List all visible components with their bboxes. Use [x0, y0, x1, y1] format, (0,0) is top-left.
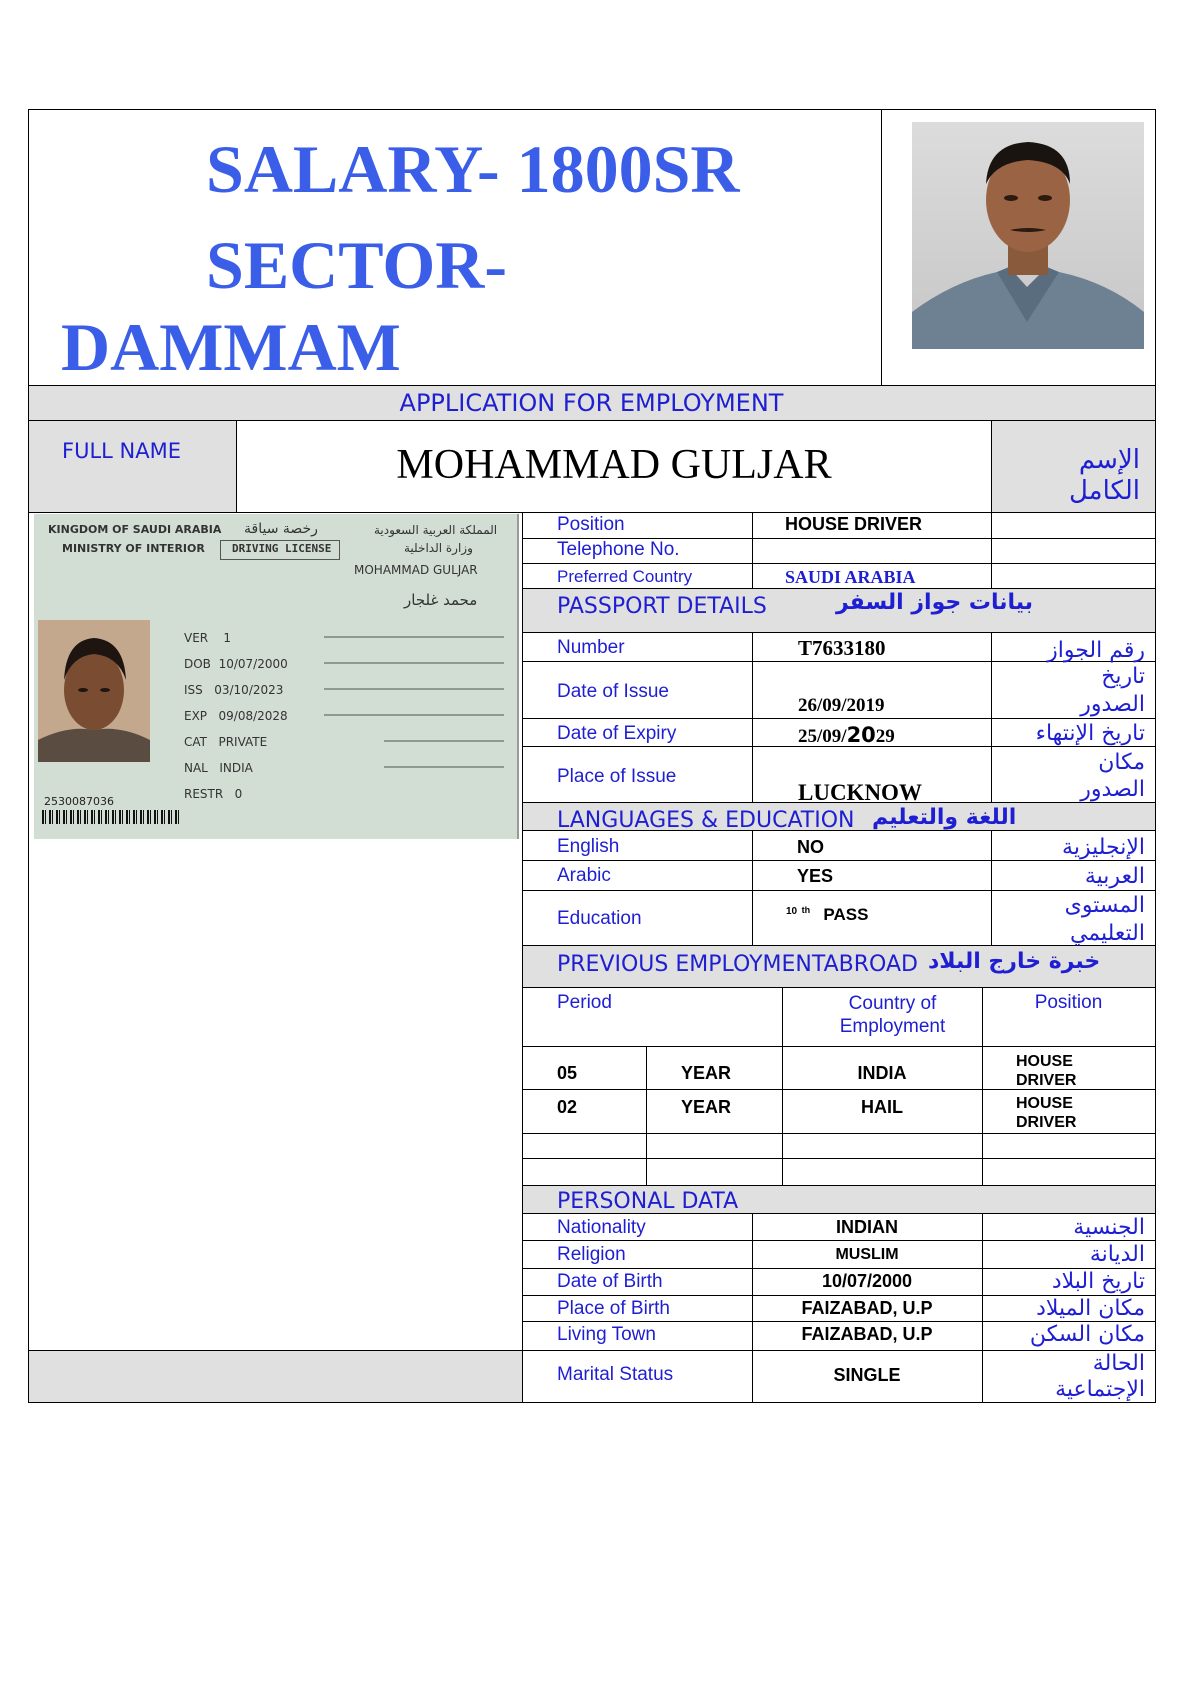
- english-label: English: [557, 836, 620, 857]
- english-value: NO: [797, 837, 824, 857]
- license-name: MOHAMMAD GULJAR: [354, 563, 478, 577]
- pob-value: FAIZABAD, U.P: [801, 1298, 933, 1318]
- town-label: Living Town: [557, 1324, 656, 1345]
- expiry-date-value: 25/09/2029: [798, 723, 895, 747]
- issue-date-value: 26/09/2019: [798, 695, 885, 716]
- license-type-ar: رخصة سياقة: [244, 521, 318, 537]
- nationality-ar: الجنسية: [1073, 1215, 1145, 1240]
- applicant-photo: [912, 122, 1144, 349]
- telephone-label: Telephone No.: [557, 539, 680, 560]
- expiry-date-label: Date of Expiry: [557, 723, 677, 744]
- sector-city: DAMMAM: [61, 309, 401, 385]
- employment-row-1-num: 05: [557, 1063, 578, 1083]
- issue-date-label: Date of Issue: [557, 681, 669, 702]
- passport-number-ar: رقم الجواز: [1047, 638, 1145, 663]
- employment-row-2-country: HAIL: [861, 1097, 903, 1117]
- license-photo: [38, 620, 150, 762]
- passport-number-value: T7633180: [798, 636, 886, 660]
- education-label: Education: [557, 908, 642, 929]
- license-ministry-ar: وزارة الداخلية: [404, 541, 473, 555]
- dob-value: 10/07/2000: [821, 1271, 913, 1291]
- town-ar: مكان السكن: [1029, 1322, 1145, 1347]
- english-ar: الإنجليزية: [1062, 835, 1145, 860]
- license-country: KINGDOM OF SAUDI ARABIA: [48, 523, 222, 536]
- education-ar2: التعليمي: [1069, 921, 1145, 946]
- license-barcode: [42, 810, 182, 824]
- expiry-date-ar: تاريخ الإنتهاء: [1035, 721, 1145, 746]
- languages-heading-ar: اللغة والتعليم: [872, 805, 1017, 830]
- issue-place-value: LUCKNOW: [798, 780, 922, 805]
- period-header: Period: [557, 992, 612, 1013]
- license-field-ver: VER 1: [184, 631, 232, 645]
- religion-ar: الديانة: [1089, 1242, 1145, 1267]
- sector-heading: SECTOR-: [206, 227, 508, 303]
- nationality-value: INDIAN: [836, 1217, 898, 1237]
- license-country-ar: المملكة العربية السعودية: [374, 523, 498, 537]
- salary-heading: SALARY- 1800SR: [206, 131, 740, 207]
- license-field-restr: RESTR 0: [184, 787, 243, 801]
- license-name-ar: محمد غلجار: [404, 591, 478, 609]
- issue-date-ar1: تاريخ: [1101, 664, 1145, 689]
- license-field-dob: DOB 10/07/2000: [184, 657, 288, 671]
- passport-number-label: Number: [557, 637, 625, 658]
- issue-place-ar2: الصدور: [1080, 777, 1145, 802]
- application-title: APPLICATION FOR EMPLOYMENT: [399, 389, 784, 417]
- license-ministry: MINISTRY OF INTERIOR: [62, 542, 205, 555]
- license-number: 2530087036: [44, 795, 114, 808]
- driving-license-card: [34, 514, 519, 839]
- religion-label: Religion: [557, 1244, 626, 1265]
- employment-row-2-num: 02: [557, 1097, 578, 1117]
- education-ar1: المستوى: [1064, 893, 1145, 918]
- employment-row-2-unit: YEAR: [681, 1097, 732, 1117]
- marital-ar2: الإجتماعية: [1055, 1377, 1145, 1402]
- license-field-exp: EXP 09/08/2028: [184, 709, 288, 723]
- license-type: DRIVING LICENSE: [232, 542, 332, 555]
- arabic-value: YES: [797, 866, 834, 886]
- license-field-iss: ISS 03/10/2023: [184, 683, 284, 697]
- passport-heading-ar: بيانات جواز السفر: [836, 590, 1034, 615]
- personal-heading: PERSONAL DATA: [557, 1189, 739, 1214]
- full-name-arabic: الإسم الكامل: [1068, 445, 1140, 507]
- pob-ar: مكان الميلاد: [1036, 1296, 1145, 1321]
- pob-label: Place of Birth: [557, 1298, 670, 1319]
- full-name-label: FULL NAME: [62, 439, 181, 463]
- employment-heading-ar: خبرة خارج البلاد: [928, 949, 1101, 974]
- position-label: Position: [557, 514, 625, 535]
- country-header: Country of Employment: [839, 993, 946, 1037]
- full-name-value: MOHAMMAD GULJAR: [396, 442, 832, 488]
- issue-place-label: Place of Issue: [557, 766, 677, 787]
- issue-place-ar1: مكان: [1098, 750, 1145, 775]
- arabic-label: Arabic: [557, 865, 611, 886]
- dob-label: Date of Birth: [557, 1271, 663, 1292]
- employment-row-1-unit: YEAR: [681, 1063, 732, 1083]
- employment-row-1-position: HOUSE DRIVER: [1016, 1053, 1077, 1090]
- position-header: Position: [1034, 992, 1103, 1013]
- marital-ar1: الحالة: [1092, 1351, 1145, 1376]
- education-value: $^{10}$ $^{th}$ PASS: [786, 905, 869, 924]
- preferred-country-value: SAUDI ARABIA: [785, 567, 916, 587]
- marital-label: Marital Status: [557, 1364, 674, 1385]
- languages-heading: LANGUAGES & EDUCATION: [557, 808, 855, 833]
- position-value: HOUSE DRIVER: [785, 514, 923, 534]
- arabic-ar: العربية: [1084, 864, 1145, 889]
- license-field-cat: CAT PRIVATE: [184, 735, 268, 749]
- license-arabic-fields: [324, 632, 509, 802]
- employment-heading: PREVIOUS EMPLOYMENTABROAD: [557, 952, 918, 977]
- nationality-label: Nationality: [557, 1217, 646, 1238]
- dob-ar: تاريخ البلاد: [1051, 1269, 1145, 1294]
- employment-row-1-country: INDIA: [857, 1063, 907, 1083]
- license-fields: [184, 632, 334, 832]
- issue-date-ar2: الصدور: [1080, 692, 1145, 717]
- passport-heading: PASSPORT DETAILS: [557, 594, 767, 619]
- marital-value: SINGLE: [833, 1365, 901, 1385]
- town-value: FAIZABAD, U.P: [801, 1324, 933, 1344]
- license-field-nal: NAL INDIA: [184, 761, 253, 775]
- religion-value: MUSLIM: [835, 1246, 899, 1263]
- employment-row-2-position: HOUSE DRIVER: [1016, 1095, 1077, 1132]
- preferred-country-label: Preferred Country: [557, 567, 693, 586]
